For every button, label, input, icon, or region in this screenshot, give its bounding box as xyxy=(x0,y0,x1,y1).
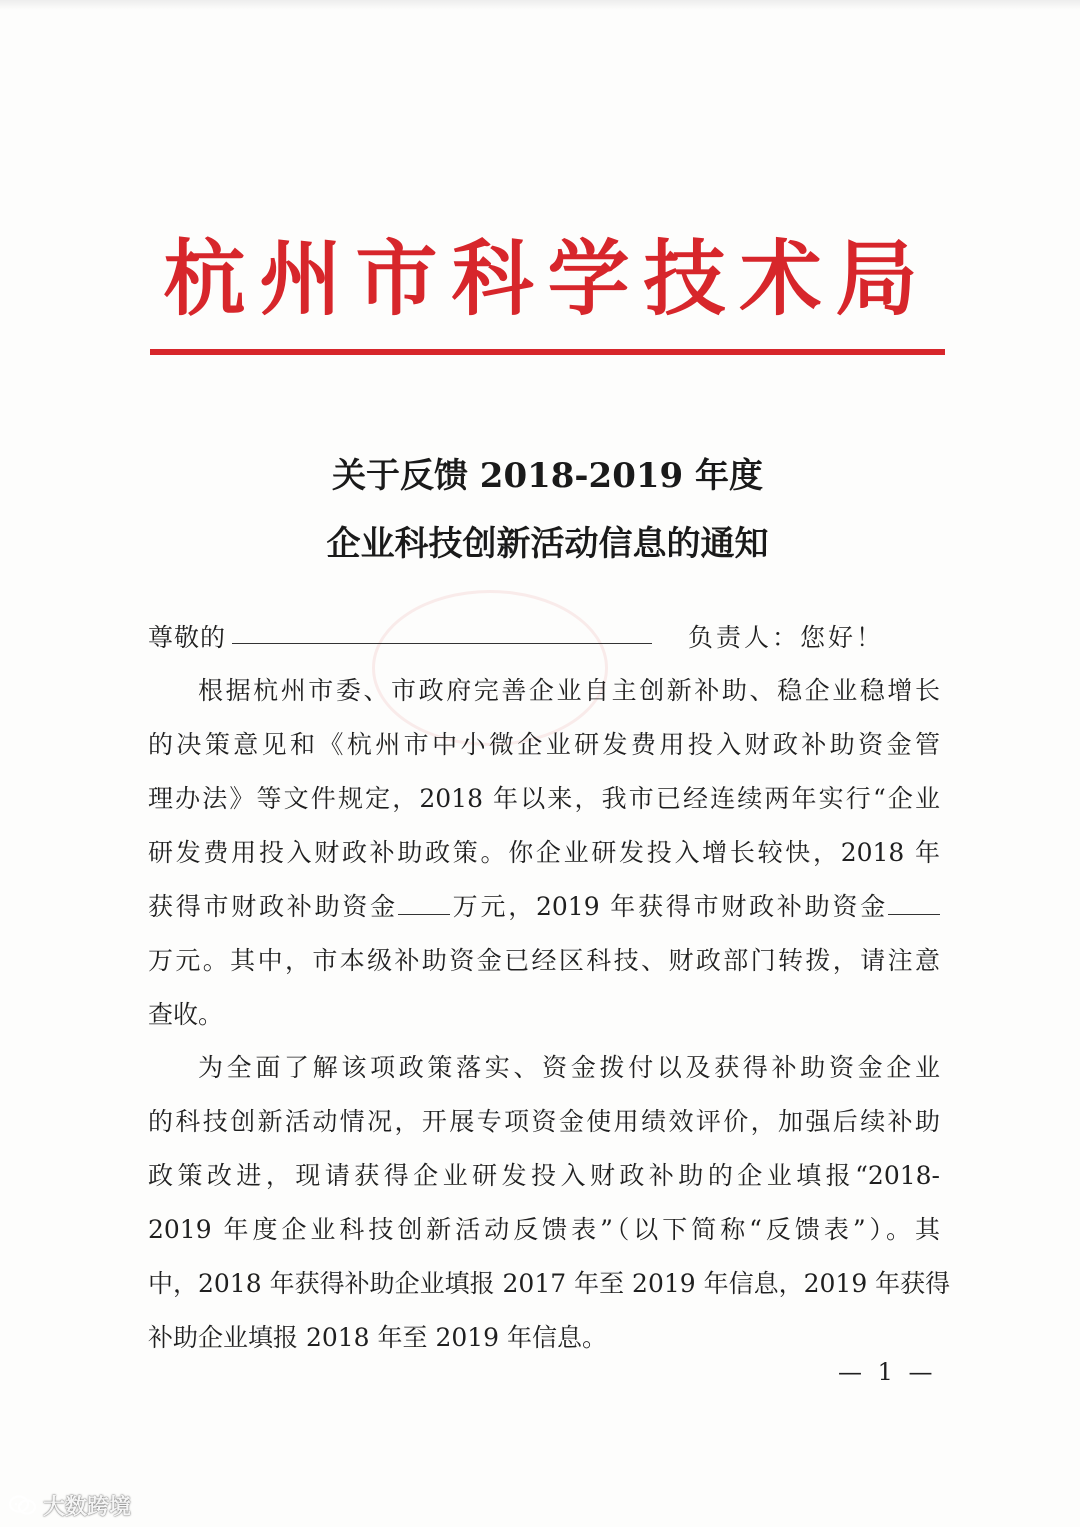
responsible-greeting: 负责人：您好！ xyxy=(688,623,885,652)
paragraph-2 xyxy=(148,1041,951,1365)
watermark-text: 大数跨境 xyxy=(43,1495,132,1520)
recipient-blank-line xyxy=(232,643,652,644)
chat-bubbles-icon xyxy=(8,1493,38,1519)
document-title-line1: 关于反馈 2018-2019 年度 xyxy=(331,456,764,496)
paragraph-line: 为全面了解该项政策落实、资金拨付以及获得补助资金企业 xyxy=(198,1053,940,1082)
paragraph-line-with-blanks xyxy=(148,880,940,934)
paragraph-line: 研发费用投入财政补助政策。你企业研发投入增长较快，2018 年 xyxy=(148,838,940,867)
paragraph-line: 政策改进，现请获得企业研发投入财政补助的企业填报“2018- xyxy=(148,1161,940,1190)
amount-blank-2018 xyxy=(398,892,450,915)
letterhead-rule xyxy=(150,349,945,355)
paragraph-line: 的决策意见和《杭州市中小微企业研发费用投入财政补助资金管 xyxy=(148,730,940,759)
paragraph-line: 中，2018 年获得补助企业填报 2017 年至 2019 年信息，2019 年获得 xyxy=(148,1269,951,1298)
scan-edge xyxy=(0,0,1080,10)
agency-letterhead: 杭州市科学技术局 xyxy=(163,231,932,327)
document-title-line2: 企业科技创新活动信息的通知 xyxy=(326,524,769,564)
watermark xyxy=(8,1490,131,1521)
paragraph-1 xyxy=(148,664,940,1042)
amount-blank-2019 xyxy=(888,892,940,915)
paragraph-text: 万元，2019 年获得市财政补助资金 xyxy=(449,892,888,921)
paragraph-text: 获得市财政补助资金 xyxy=(148,892,398,921)
paragraph-line: 理办法》等文件规定，2018 年以来，我市已经连续两年实行“企业 xyxy=(148,784,940,813)
salutation: 尊敬的 xyxy=(148,623,227,652)
paragraph-line: 万元。其中，市本级补助资金已经区科技、财政部门转拨，请注意 xyxy=(148,946,940,975)
paragraph-line: 2019 年度企业科技创新活动反馈表”（以下简称“反馈表”）。其 xyxy=(148,1215,940,1244)
paragraph-line: 补助企业填报 2018 年至 2019 年信息。 xyxy=(148,1323,608,1352)
paragraph-line: 根据杭州市委、市政府完善企业自主创新补助、稳企业稳增长 xyxy=(198,676,940,705)
page-number: — 1 — xyxy=(838,1358,937,1386)
paragraph-line: 查收。 xyxy=(148,1000,224,1029)
paragraph-line: 的科技创新活动情况，开展专项资金使用绩效评价，加强后续补助 xyxy=(148,1107,940,1136)
